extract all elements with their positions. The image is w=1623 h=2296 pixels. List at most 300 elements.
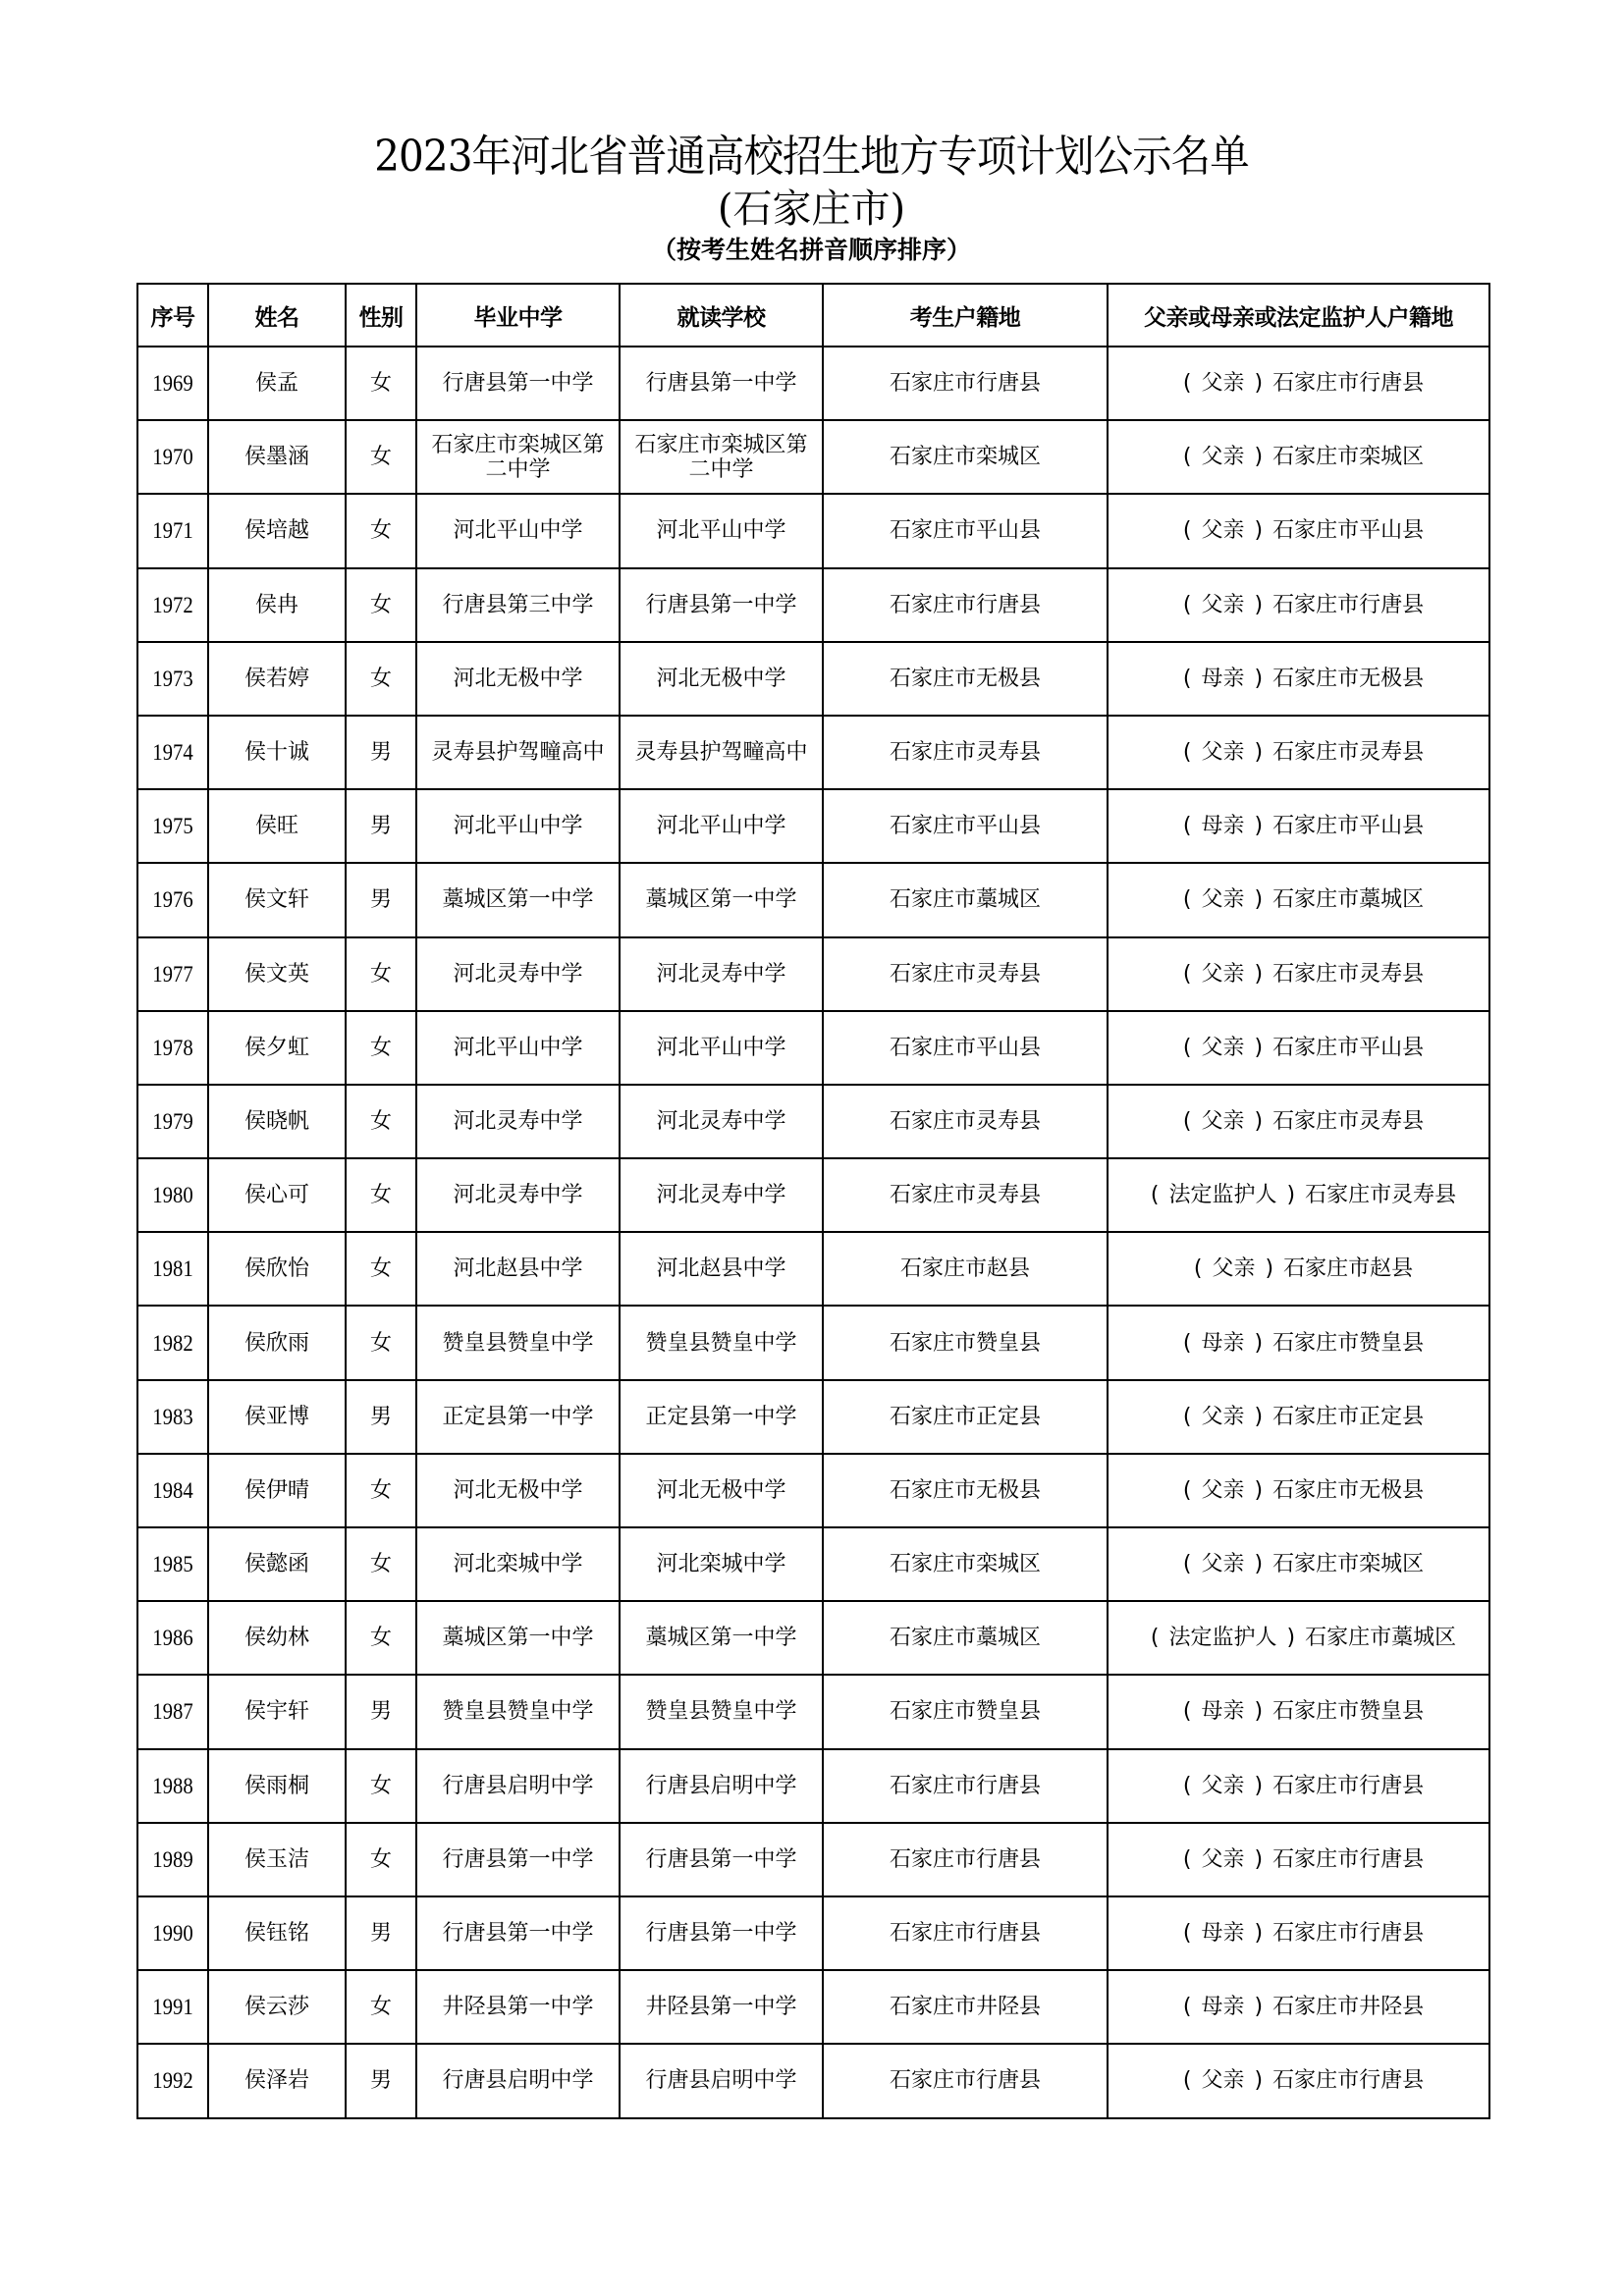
graduation-school: 河北灵寿中学 [416,1085,620,1158]
row-number: 1969 [141,347,205,420]
graduation-school: 赞皇县赞皇中学 [416,1675,620,1748]
student-hukou: 石家庄市平山县 [823,1011,1108,1085]
student-gender: 女 [346,1158,416,1232]
guardian-hukou [1108,1970,1489,2044]
student-gender: 女 [346,1011,416,1085]
guardian-place: 石家庄市赵县 [1283,1256,1414,1282]
guardian-relation: 母亲 [1201,1699,1245,1725]
guardian-place: 石家庄市栾城区 [1272,445,1425,470]
guardian-place: 石家庄市灵寿县 [1272,961,1425,987]
student-name: 侯培越 [208,494,346,567]
guardian-relation: 父亲 [1201,445,1245,470]
relation-open-paren: ( [1182,1477,1192,1503]
guardian-hukou [1108,937,1489,1011]
table-row [137,863,1489,936]
guardian-relation: 母亲 [1201,814,1245,839]
student-name: 侯冉 [208,568,346,642]
guardian-relation: 父亲 [1201,1404,1245,1429]
row-number: 1970 [141,420,205,494]
header-current-school: 就读学校 [620,284,823,347]
current-school: 赞皇县赞皇中学 [620,1306,823,1379]
guardian-hukou [1108,1896,1489,1970]
relation-open-paren: ( [1182,592,1192,617]
graduation-school: 行唐县第三中学 [416,568,620,642]
table-row [137,642,1489,716]
student-name: 侯玉洁 [208,1823,346,1896]
current-school: 河北赵县中学 [620,1232,823,1306]
guardian-relation: 父亲 [1201,371,1245,397]
document-header [0,132,1623,267]
student-gender: 女 [346,1454,416,1527]
student-name: 侯云莎 [208,1970,346,2044]
student-hukou: 石家庄市栾城区 [823,1527,1108,1601]
relation-close-paren: ) [1254,1330,1264,1356]
row-number: 1990 [141,1896,205,1970]
guardian-place: 石家庄市灵寿县 [1305,1183,1457,1208]
table-row [137,1011,1489,1085]
guardian-place: 石家庄市行唐县 [1272,1773,1425,1798]
table-row [137,1454,1489,1527]
relation-close-paren: ) [1254,1477,1264,1503]
guardian-relation: 父亲 [1212,1256,1256,1282]
student-hukou: 石家庄市栾城区 [823,420,1108,494]
student-hukou: 石家庄市行唐县 [823,2044,1108,2117]
header-guardian-hukou: 父亲或母亲或法定监护人户籍地 [1108,284,1489,347]
relation-open-paren: ( [1182,1995,1192,2020]
document-subtitle: （按考生姓名拼音顺序排序） [651,236,971,264]
student-hukou: 石家庄市行唐县 [823,1749,1108,1823]
relation-open-paren: ( [1182,740,1192,766]
guardian-relation: 法定监护人 [1168,1626,1277,1651]
relation-open-paren: ( [1182,1404,1192,1429]
guardian-hukou [1108,1380,1489,1454]
row-number: 1989 [141,1823,205,1896]
current-school: 河北无极中学 [620,642,823,716]
guardian-hukou [1108,1158,1489,1232]
relation-close-paren: ) [1286,1183,1296,1208]
table-row [137,1085,1489,1158]
student-gender: 男 [346,1896,416,1970]
guardian-place: 石家庄市行唐县 [1272,1921,1425,1947]
guardian-place: 石家庄市栾城区 [1272,1552,1425,1577]
table-row [137,937,1489,1011]
student-gender: 女 [346,1749,416,1823]
current-school: 行唐县第一中学 [620,347,823,420]
row-number: 1978 [141,1011,205,1085]
student-hukou: 石家庄市行唐县 [823,1823,1108,1896]
table-row [137,1675,1489,1748]
student-name: 侯亚博 [208,1380,346,1454]
student-hukou: 石家庄市正定县 [823,1380,1108,1454]
current-school: 河北灵寿中学 [620,1158,823,1232]
current-school: 河北灵寿中学 [620,1085,823,1158]
student-hukou: 石家庄市行唐县 [823,1896,1108,1970]
guardian-relation: 父亲 [1201,1846,1245,1872]
student-name: 侯若婷 [208,642,346,716]
guardian-place: 石家庄市平山县 [1272,1035,1425,1060]
student-gender: 女 [346,347,416,420]
relation-open-paren: ( [1182,371,1192,397]
relation-close-paren: ) [1254,371,1264,397]
student-gender: 女 [346,642,416,716]
guardian-place: 石家庄市灵寿县 [1272,1108,1425,1134]
header-student-hukou: 考生户籍地 [823,284,1108,347]
current-school: 行唐县启明中学 [620,2044,823,2117]
guardian-relation: 父亲 [1201,740,1245,766]
guardian-hukou [1108,1601,1489,1675]
current-school: 灵寿县护驾疃高中 [620,716,823,789]
relation-close-paren: ) [1254,1404,1264,1429]
student-name: 侯宇轩 [208,1675,346,1748]
graduation-school: 藁城区第一中学 [416,863,620,936]
guardian-place: 石家庄市行唐县 [1272,1846,1425,1872]
row-number: 1974 [141,716,205,789]
row-number: 1991 [141,1970,205,2044]
table-body [137,347,1489,2118]
guardian-hukou [1108,420,1489,494]
student-name: 侯旺 [208,789,346,863]
relation-open-paren: ( [1182,2068,1192,2094]
graduation-school: 井陉县第一中学 [416,1970,620,2044]
current-school: 井陉县第一中学 [620,1970,823,2044]
student-name: 侯泽岩 [208,2044,346,2117]
row-number: 1986 [141,1601,205,1675]
guardian-relation: 母亲 [1201,1330,1245,1356]
table-row [137,2044,1489,2117]
guardian-hukou [1108,1675,1489,1748]
guardian-place: 石家庄市行唐县 [1272,592,1425,617]
current-school: 河北平山中学 [620,1011,823,1085]
student-hukou: 石家庄市赵县 [823,1232,1108,1306]
guardian-hukou [1108,494,1489,567]
current-school: 行唐县第一中学 [620,1823,823,1896]
guardian-relation: 父亲 [1201,1108,1245,1134]
row-number: 1981 [141,1232,205,1306]
relation-open-paren: ( [1182,1846,1192,1872]
guardian-hukou [1108,716,1489,789]
header-no: 序号 [137,284,208,347]
relation-close-paren: ) [1254,740,1264,766]
student-name: 侯孟 [208,347,346,420]
graduation-school: 赞皇县赞皇中学 [416,1306,620,1379]
student-hukou: 石家庄市行唐县 [823,568,1108,642]
student-name: 侯幼林 [208,1601,346,1675]
guardian-relation: 法定监护人 [1168,1183,1277,1208]
student-gender: 女 [346,1085,416,1158]
guardian-relation: 母亲 [1201,1921,1245,1947]
relation-open-paren: ( [1182,445,1192,470]
relation-close-paren: ) [1254,1035,1264,1060]
row-number: 1976 [141,863,205,936]
relation-close-paren: ) [1254,1921,1264,1947]
roster-table [136,283,1490,2119]
table-row [137,1306,1489,1379]
student-gender: 女 [346,568,416,642]
row-number: 1979 [141,1085,205,1158]
guardian-hukou [1108,1306,1489,1379]
current-school: 河北平山中学 [620,494,823,567]
current-school: 藁城区第一中学 [620,863,823,936]
guardian-hukou [1108,642,1489,716]
relation-open-paren: ( [1182,1552,1192,1577]
row-number: 1985 [141,1527,205,1601]
table-row [137,1823,1489,1896]
student-hukou: 石家庄市赞皇县 [823,1675,1108,1748]
current-school: 河北平山中学 [620,789,823,863]
student-gender: 女 [346,1306,416,1379]
guardian-place: 石家庄市灵寿县 [1272,740,1425,766]
student-gender: 男 [346,789,416,863]
student-name: 侯雨桐 [208,1749,346,1823]
relation-close-paren: ) [1254,1773,1264,1798]
current-school: 行唐县第一中学 [620,1896,823,1970]
relation-open-paren: ( [1193,1256,1203,1282]
header-grad-school: 毕业中学 [416,284,620,347]
student-name: 侯墨涵 [208,420,346,494]
graduation-school: 正定县第一中学 [416,1380,620,1454]
current-school: 行唐县启明中学 [620,1749,823,1823]
guardian-hukou [1108,1232,1489,1306]
relation-close-paren: ) [1254,887,1264,913]
student-hukou: 石家庄市平山县 [823,789,1108,863]
current-school: 河北栾城中学 [620,1527,823,1601]
table-row [137,347,1489,420]
guardian-place: 石家庄市无极县 [1272,666,1425,691]
relation-close-paren: ) [1254,1846,1264,1872]
student-gender: 女 [346,1823,416,1896]
student-gender: 女 [346,494,416,567]
student-gender: 女 [346,937,416,1011]
student-gender: 女 [346,1970,416,2044]
student-hukou: 石家庄市藁城区 [823,1601,1108,1675]
graduation-school: 河北无极中学 [416,642,620,716]
current-school: 石家庄市栾城区第二中学 [620,420,823,494]
relation-open-paren: ( [1182,961,1192,987]
relation-close-paren: ) [1254,1552,1264,1577]
guardian-relation: 父亲 [1201,961,1245,987]
student-name: 侯晓帆 [208,1085,346,1158]
relation-close-paren: ) [1254,445,1264,470]
student-gender: 女 [346,1601,416,1675]
guardian-relation: 父亲 [1201,1477,1245,1503]
relation-open-paren: ( [1182,1699,1192,1725]
student-gender: 女 [346,1527,416,1601]
table-header-row [137,284,1489,347]
row-number: 1980 [141,1158,205,1232]
student-hukou: 石家庄市灵寿县 [823,716,1108,789]
guardian-hukou [1108,1085,1489,1158]
guardian-hukou [1108,1527,1489,1601]
guardian-place: 石家庄市行唐县 [1272,2068,1425,2094]
document-city: (石家庄市) [717,187,906,232]
guardian-place: 石家庄市无极县 [1272,1477,1425,1503]
relation-open-paren: ( [1182,1035,1192,1060]
table-row [137,1232,1489,1306]
graduation-school: 石家庄市栾城区第二中学 [416,420,620,494]
row-number: 1977 [141,937,205,1011]
table-row [137,1970,1489,2044]
guardian-place: 石家庄市平山县 [1272,814,1425,839]
guardian-hukou [1108,1749,1489,1823]
guardian-relation: 父亲 [1201,1773,1245,1798]
student-hukou: 石家庄市无极县 [823,1454,1108,1527]
student-hukou: 石家庄市平山县 [823,494,1108,567]
graduation-school: 灵寿县护驾疃高中 [416,716,620,789]
current-school: 河北无极中学 [620,1454,823,1527]
relation-open-paren: ( [1182,1921,1192,1947]
current-school: 正定县第一中学 [620,1380,823,1454]
student-gender: 女 [346,420,416,494]
student-gender: 男 [346,716,416,789]
graduation-school: 行唐县启明中学 [416,2044,620,2117]
guardian-place: 石家庄市正定县 [1272,1404,1425,1429]
row-number: 1982 [141,1306,205,1379]
guardian-hukou [1108,863,1489,936]
row-number: 1984 [141,1454,205,1527]
relation-open-paren: ( [1182,1108,1192,1134]
student-hukou: 石家庄市行唐县 [823,347,1108,420]
student-gender: 男 [346,1380,416,1454]
student-name: 侯心可 [208,1158,346,1232]
graduation-school: 行唐县第一中学 [416,1823,620,1896]
relation-close-paren: ) [1286,1626,1296,1651]
guardian-place: 石家庄市藁城区 [1272,887,1425,913]
relation-open-paren: ( [1182,518,1192,544]
student-hukou: 石家庄市灵寿县 [823,1158,1108,1232]
relation-close-paren: ) [1254,666,1264,691]
document-title: 2023年河北省普通高校招生地方专项计划公示名单 [374,132,1249,182]
current-school: 藁城区第一中学 [620,1601,823,1675]
current-school: 河北灵寿中学 [620,937,823,1011]
table-row [137,1380,1489,1454]
row-number: 1987 [141,1675,205,1748]
row-number: 1988 [141,1749,205,1823]
student-hukou: 石家庄市藁城区 [823,863,1108,936]
relation-close-paren: ) [1254,814,1264,839]
student-hukou: 石家庄市灵寿县 [823,937,1108,1011]
guardian-hukou [1108,2044,1489,2117]
student-hukou: 石家庄市赞皇县 [823,1306,1108,1379]
guardian-hukou [1108,1011,1489,1085]
student-gender: 男 [346,1675,416,1748]
graduation-school: 河北平山中学 [416,789,620,863]
guardian-place: 石家庄市行唐县 [1272,371,1425,397]
graduation-school: 行唐县第一中学 [416,347,620,420]
relation-open-paren: ( [1182,814,1192,839]
guardian-relation: 父亲 [1201,518,1245,544]
row-number: 1973 [141,642,205,716]
graduation-school: 河北灵寿中学 [416,1158,620,1232]
graduation-school: 河北平山中学 [416,494,620,567]
student-hukou: 石家庄市井陉县 [823,1970,1108,2044]
student-hukou: 石家庄市灵寿县 [823,1085,1108,1158]
guardian-hukou [1108,347,1489,420]
student-name: 侯钰铭 [208,1896,346,1970]
current-school: 赞皇县赞皇中学 [620,1675,823,1748]
relation-close-paren: ) [1254,518,1264,544]
guardian-place: 石家庄市平山县 [1272,518,1425,544]
table-row [137,1896,1489,1970]
relation-close-paren: ) [1254,592,1264,617]
relation-open-paren: ( [1182,887,1192,913]
table-row [137,789,1489,863]
table-row [137,568,1489,642]
student-name: 侯懿函 [208,1527,346,1601]
relation-close-paren: ) [1265,1256,1274,1282]
current-school: 行唐县第一中学 [620,568,823,642]
table-row [137,716,1489,789]
table-row [137,1527,1489,1601]
row-number: 1992 [141,2044,205,2117]
row-number: 1975 [141,789,205,863]
table-row [137,1158,1489,1232]
relation-close-paren: ) [1254,961,1264,987]
guardian-relation: 父亲 [1201,887,1245,913]
row-number: 1983 [141,1380,205,1454]
relation-close-paren: ) [1254,1699,1264,1725]
guardian-relation: 母亲 [1201,666,1245,691]
student-name: 侯夕虹 [208,1011,346,1085]
relation-open-paren: ( [1150,1183,1160,1208]
guardian-hukou [1108,789,1489,863]
graduation-school: 河北平山中学 [416,1011,620,1085]
guardian-hukou [1108,1823,1489,1896]
relation-open-paren: ( [1182,1330,1192,1356]
guardian-place: 石家庄市赞皇县 [1272,1330,1425,1356]
guardian-relation: 父亲 [1201,592,1245,617]
relation-close-paren: ) [1254,1995,1264,2020]
graduation-school: 行唐县启明中学 [416,1749,620,1823]
row-number: 1972 [141,568,205,642]
relation-open-paren: ( [1150,1626,1160,1651]
table-row [137,420,1489,494]
guardian-hukou [1108,1454,1489,1527]
guardian-relation: 父亲 [1201,2068,1245,2094]
guardian-place: 石家庄市井陉县 [1272,1995,1425,2020]
relation-open-paren: ( [1182,666,1192,691]
graduation-school: 河北无极中学 [416,1454,620,1527]
guardian-hukou [1108,568,1489,642]
graduation-school: 河北栾城中学 [416,1527,620,1601]
student-gender: 女 [346,1232,416,1306]
relation-open-paren: ( [1182,1773,1192,1798]
graduation-school: 行唐县第一中学 [416,1896,620,1970]
header-name: 姓名 [208,284,346,347]
student-name: 侯文轩 [208,863,346,936]
table-row [137,1749,1489,1823]
guardian-place: 石家庄市赞皇县 [1272,1699,1425,1725]
student-name: 侯欣怡 [208,1232,346,1306]
graduation-school: 河北灵寿中学 [416,937,620,1011]
guardian-relation: 父亲 [1201,1035,1245,1060]
guardian-relation: 母亲 [1201,1995,1245,2020]
relation-close-paren: ) [1254,1108,1264,1134]
header-gender: 性别 [346,284,416,347]
guardian-place: 石家庄市藁城区 [1305,1626,1457,1651]
graduation-school: 藁城区第一中学 [416,1601,620,1675]
row-number: 1971 [141,494,205,567]
relation-close-paren: ) [1254,2068,1264,2094]
student-gender: 男 [346,863,416,936]
student-name: 侯伊晴 [208,1454,346,1527]
guardian-relation: 父亲 [1201,1552,1245,1577]
student-gender: 男 [346,2044,416,2117]
student-name: 侯文英 [208,937,346,1011]
table-row [137,494,1489,567]
graduation-school: 河北赵县中学 [416,1232,620,1306]
student-hukou: 石家庄市无极县 [823,642,1108,716]
student-name: 侯欣雨 [208,1306,346,1379]
